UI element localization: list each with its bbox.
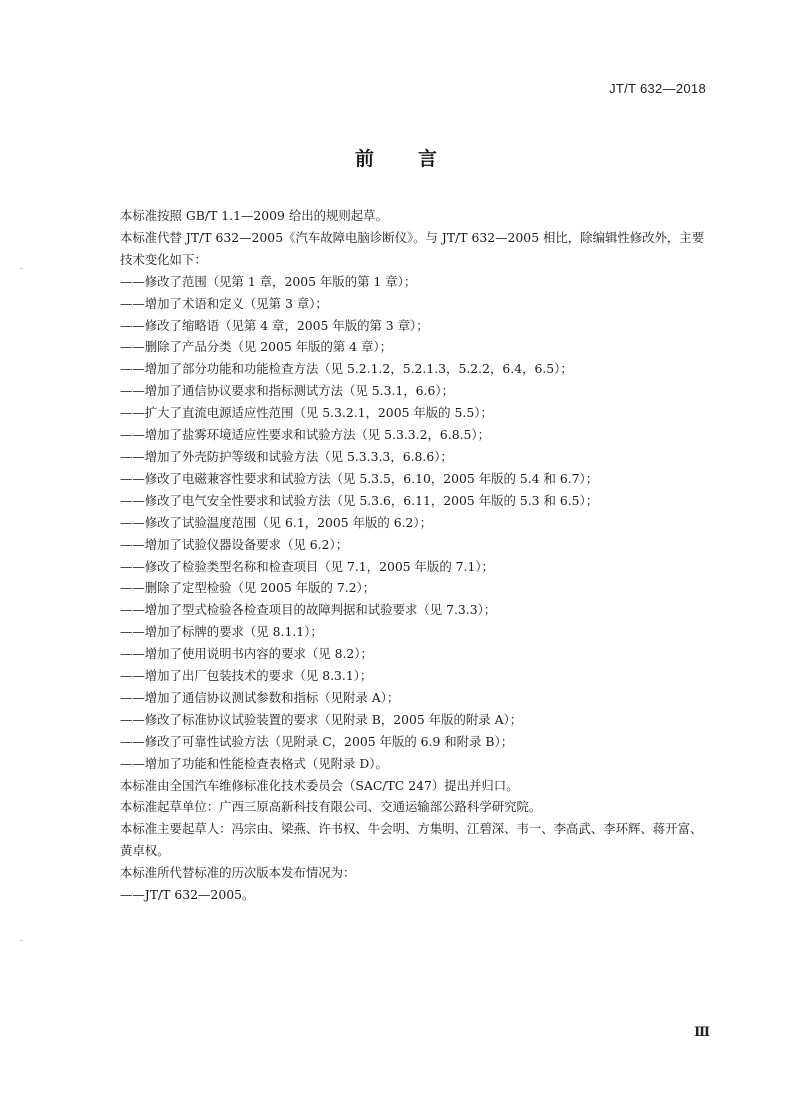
change-item: ——增加了部分功能和功能检查方法（见 5.2.1.2，5.2.1.3，5.2.2，6.4，6.5）；	[120, 361, 573, 377]
change-item: ——增加了型式检验各检查项目的故障判据和试验要求（见 7.3.3）；	[120, 602, 497, 618]
paragraph-drafting-units: 本标准起草单位：广西三原高新科技有限公司、交通运输部公路科学研究院。	[120, 799, 542, 815]
title-char-1: 前	[354, 148, 374, 170]
change-item: ——修改了范围（见第 1 章，2005 年版的第 1 章）；	[120, 273, 417, 289]
scan-speck	[20, 940, 23, 941]
change-item: ——修改了缩略语（见第 4 章，2005 年版的第 3 章）；	[120, 317, 429, 333]
change-item: ——增加了功能和性能检查表格式（见附录 D）。	[120, 755, 388, 771]
paragraph-drafters: 本标准主要起草人：冯宗由、梁燕、许书权、牛会明、方集明、江碧深、韦一、李高武、李环辉、蒋开富、黄卓权。	[120, 821, 703, 859]
change-item: ——增加了通信协议要求和指标测试方法（见 5.3.1，6.6）；	[120, 383, 454, 399]
page-title	[0, 144, 792, 171]
paragraph-history-intro: 本标准所代替标准的历次版本发布情况为：	[120, 865, 356, 881]
change-item: ——增加了通信协议测试参数和指标（见附录 A）；	[120, 689, 400, 705]
change-item: ——修改了检验类型名称和检查项目（见 7.1，2005 年版的 7.1）；	[120, 558, 494, 574]
foreword-body	[92, 205, 710, 906]
change-item: ——修改了试验温度范围（见 6.1，2005 年版的 6.2）；	[120, 514, 432, 530]
change-item: ——扩大了直流电源适应性范围（见 5.3.2.1，2005 年版的 5.5）；	[120, 405, 493, 421]
change-item: ——增加了试验仪器设备要求（见 6.2）；	[120, 536, 349, 552]
history-item: ——JT/T 632—2005。	[120, 887, 255, 903]
standard-code: JT/T 632—2018	[609, 81, 706, 96]
title-char-2: 言	[418, 148, 438, 170]
change-item: ——增加了外壳防护等级和试验方法（见 5.3.3.3，6.8.6）；	[120, 448, 453, 464]
change-item: ——增加了出厂包装技术的要求（见 8.3.1）；	[120, 668, 373, 684]
change-item: ——增加了术语和定义（见第 3 章）；	[120, 295, 328, 311]
change-item: ——修改了可靠性试验方法（见附录 C，2005 年版的 6.9 和附录 B）；	[120, 733, 514, 749]
change-item: ——增加了使用说明书内容的要求（见 8.2）；	[120, 646, 373, 662]
page-number: Ⅲ	[694, 1025, 710, 1040]
change-item: ——删除了定型检验（见 2005 年版的 7.2）；	[120, 580, 376, 596]
change-item: ——修改了标准协议试验装置的要求（见附录 B，2005 年版的附录 A）；	[120, 711, 523, 727]
paragraph-replacement: 本标准代替 JT/T 632—2005《汽车故障电脑诊断仪》。与 JT/T 632—2005 相比，除编辑性修改外，主要技术变化如下：	[120, 229, 705, 267]
paragraph-drafting-rules: 本标准按照 GB/T 1.1—2009 给出的规则起草。	[120, 208, 388, 223]
change-item: ——增加了盐雾环境适应性要求和试验方法（见 5.3.3.2，6.8.5）；	[120, 427, 490, 443]
change-item: ——修改了电磁兼容性要求和试验方法（见 5.3.5，6.10，2005 年版的 5.4 和 6.7）；	[120, 470, 599, 486]
change-item: ——修改了电气安全性要求和试验方法（见 5.3.6，6.11，2005 年版的 5.3 和 6.5）；	[120, 492, 599, 508]
change-item: ——删除了产品分类（见 2005 年版的第 4 章）；	[120, 339, 393, 355]
paragraph-proposer: 本标准由全国汽车维修标准化技术委员会（SAC/TC 247）提出并归口。	[120, 777, 519, 793]
change-item: ——增加了标牌的要求（见 8.1.1）；	[120, 624, 323, 640]
scan-speck	[20, 268, 23, 269]
